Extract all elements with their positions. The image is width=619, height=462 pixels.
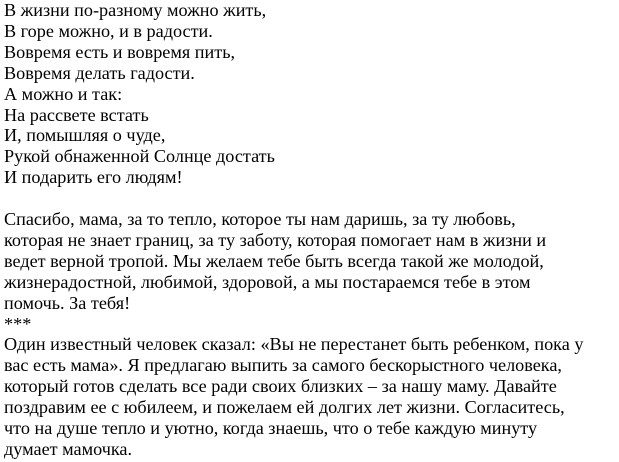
poem-line: В горе можно, и в радости. — [4, 20, 213, 41]
paragraph-line: поздравим ее с юбилеем, и пожелаем ей долгих лет жизни. Согласитесь, — [4, 397, 565, 418]
poem-line: В жизни по-разному можно жить, — [4, 0, 267, 20]
document-body — [4, 0, 616, 460]
poem — [4, 0, 616, 188]
poem-line: А можно и так: — [4, 83, 123, 104]
paragraph-line: которая не знает границ, за ту заботу, которая помогает нам в жизни и — [4, 229, 547, 250]
poem-line: Вовремя есть и вовремя пить, — [4, 41, 236, 62]
paragraph-line: Один известный человек сказал: «Вы не перестанет быть ребенком, пока у — [4, 334, 584, 355]
paragraph-line: который готов сделать все ради своих близких – за нашу маму. Давайте — [4, 376, 557, 397]
paragraph-spacer — [4, 188, 616, 209]
paragraph-line: думает мамочка. — [4, 439, 133, 460]
poem-line: И подарить его людям! — [4, 167, 183, 188]
toast-paragraph-1 — [4, 209, 616, 314]
poem-line: На рассвете встать — [4, 104, 149, 125]
paragraph-line: жизнерадостной, любимой, здоровой, а мы постараемся тебе в этом — [4, 271, 531, 292]
paragraph-line: помочь. За тебя! — [4, 292, 131, 313]
paragraph-line: ведет верной тропой. Мы желаем тебе быть всегда такой же молодой, — [4, 250, 544, 271]
poem-line: И, помышляя о чуде, — [4, 125, 166, 146]
poem-line: Рукой обнаженной Солнце достать — [4, 146, 275, 167]
toast-paragraph-2 — [4, 334, 616, 459]
section-separator: *** — [4, 313, 32, 334]
paragraph-line: что на душе тепло и уютно, когда знаешь, что о тебе каждую минуту — [4, 418, 538, 439]
poem-line: Вовремя делать гадости. — [4, 62, 195, 83]
paragraph-line: вас есть мама». Я предлагаю выпить за самого бескорыстного человека, — [4, 355, 562, 376]
paragraph-line: Спасибо, мама, за то тепло, которое ты нам даришь, за ту любовь, — [4, 209, 516, 230]
